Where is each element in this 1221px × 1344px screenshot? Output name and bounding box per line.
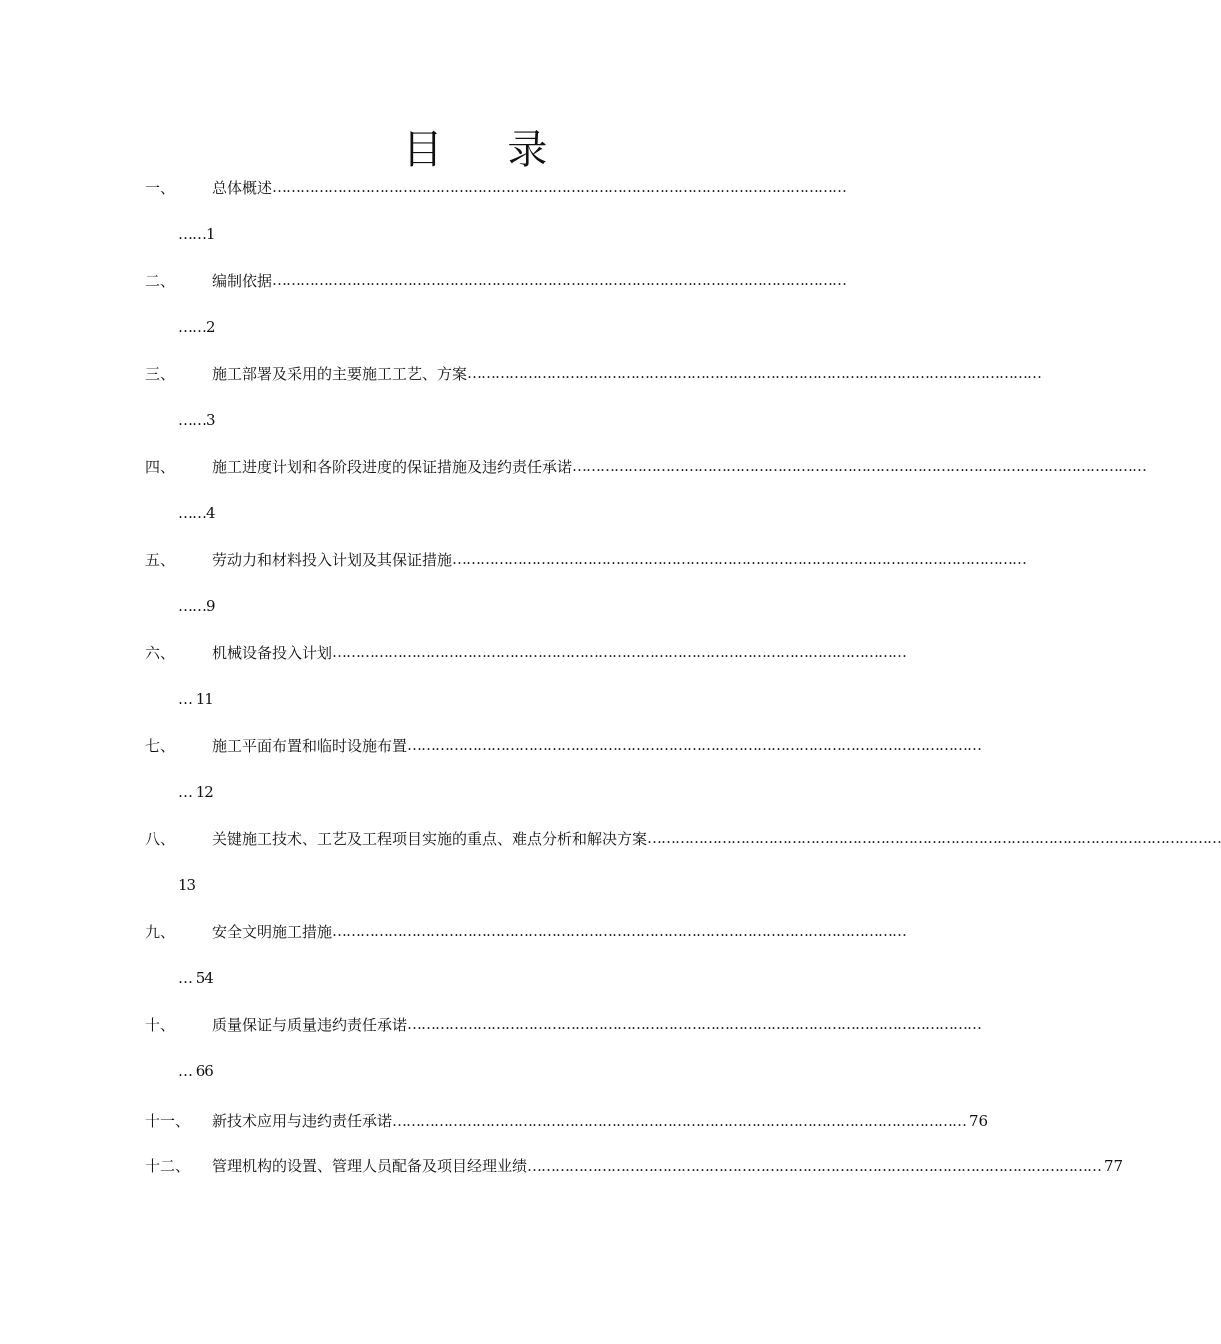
dot-leader: …………………………………………………………………………………………………………… xyxy=(272,178,847,196)
toc-entry-9[interactable] xyxy=(145,912,907,1005)
toc-entry-title: 新技术应用与违约责任承诺 xyxy=(212,1112,393,1130)
toc-entry-number: 五、 xyxy=(145,550,176,569)
toc-entry-number: 八、 xyxy=(145,829,176,848)
toc-entry-page: … 11 xyxy=(178,689,213,708)
toc-entry-number: 十二、 xyxy=(145,1157,191,1175)
dot-leader: …………………………………………………………………………………………………………… xyxy=(467,364,1042,382)
toc-entry-8[interactable] xyxy=(145,819,1221,912)
toc-entry-number: 九、 xyxy=(145,922,176,941)
toc-entry-number: 二、 xyxy=(145,271,176,290)
dot-leader: …………………………………………………………………………………………………………… xyxy=(332,643,907,661)
toc-entry-5[interactable] xyxy=(145,540,1027,633)
toc-entry-page: ……2 xyxy=(178,317,215,336)
dot-leader: …………………………………………………………………………………………………………… xyxy=(647,829,1221,847)
toc-entry-title: 施工进度计划和各阶段进度的保证措施及违约责任承诺 xyxy=(212,457,573,476)
toc-entry-title: 质量保证与质量违约责任承诺 xyxy=(212,1015,408,1034)
toc-entry-number: 十一、 xyxy=(145,1112,191,1130)
toc-entry-title: 施工平面布置和临时设施布置 xyxy=(212,736,408,755)
dot-leader: …………………………………………………………………………………………………………… xyxy=(332,922,907,940)
toc-entry-1[interactable] xyxy=(145,168,847,261)
dot-leader: …………………………………………………………………………………………………………… xyxy=(572,457,1147,475)
page-title: 目 录 xyxy=(402,127,574,173)
toc-entry-title: 安全文明施工措施 xyxy=(212,922,333,941)
toc-entry-page: 77 xyxy=(1104,1156,1124,1175)
toc-entry-number: 七、 xyxy=(145,736,176,755)
toc-entry-page: ……9 xyxy=(178,596,215,615)
toc-entry-title: 劳动力和材料投入计划及其保证措施 xyxy=(212,550,453,569)
toc-entry-number: 十、 xyxy=(145,1015,176,1034)
dot-leader: …………………………………………………………………………………………………………… xyxy=(527,1156,1102,1175)
dot-leader: …………………………………………………………………………………………………………… xyxy=(452,550,1027,568)
dot-leader: …………………………………………………………………………………………………………… xyxy=(407,1015,982,1033)
toc-entry-title: 机械设备投入计划 xyxy=(212,643,333,662)
toc-entry-2[interactable] xyxy=(145,261,847,354)
toc-entry-title: 管理机构的设置、管理人员配备及项目经理业绩 xyxy=(212,1157,528,1175)
toc-entry-page: 13 xyxy=(178,875,196,894)
toc-entry-title: 总体概述 xyxy=(212,178,273,197)
toc-entry-page: 76 xyxy=(969,1111,989,1130)
toc-entry-page: ……3 xyxy=(178,410,215,429)
dot-leader: …………………………………………………………………………………………………………… xyxy=(407,736,982,754)
dot-leader: …………………………………………………………………………………………………………… xyxy=(272,271,847,289)
toc-entry-page: ……1 xyxy=(178,224,215,243)
toc-entry-title: 编制依据 xyxy=(212,271,273,290)
toc-entry-page: ……4 xyxy=(178,503,215,522)
toc-entry-10[interactable] xyxy=(145,1005,982,1098)
toc-entry-number: 六、 xyxy=(145,643,176,662)
toc-entry-page: … 66 xyxy=(178,1061,213,1080)
toc-entry-page: … 12 xyxy=(178,782,213,801)
table-of-contents xyxy=(145,168,1221,1188)
dot-leader: …………………………………………………………………………………………………………… xyxy=(392,1111,967,1130)
toc-entry-6[interactable] xyxy=(145,633,907,726)
toc-entry-number: 三、 xyxy=(145,364,176,383)
toc-entry-11[interactable] xyxy=(145,1098,989,1143)
toc-entry-4[interactable] xyxy=(145,447,1147,540)
toc-entry-number: 四、 xyxy=(145,457,176,476)
toc-entry-number: 一、 xyxy=(145,178,176,197)
toc-entry-title: 关键施工技术、工艺及工程项目实施的重点、难点分析和解决方案 xyxy=(212,829,648,848)
toc-entry-title: 施工部署及采用的主要施工工艺、方案 xyxy=(212,364,468,383)
toc-entry-12[interactable] xyxy=(145,1143,1124,1188)
toc-entry-7[interactable] xyxy=(145,726,982,819)
toc-entry-3[interactable] xyxy=(145,354,1042,447)
toc-entry-page: … 54 xyxy=(178,968,213,987)
